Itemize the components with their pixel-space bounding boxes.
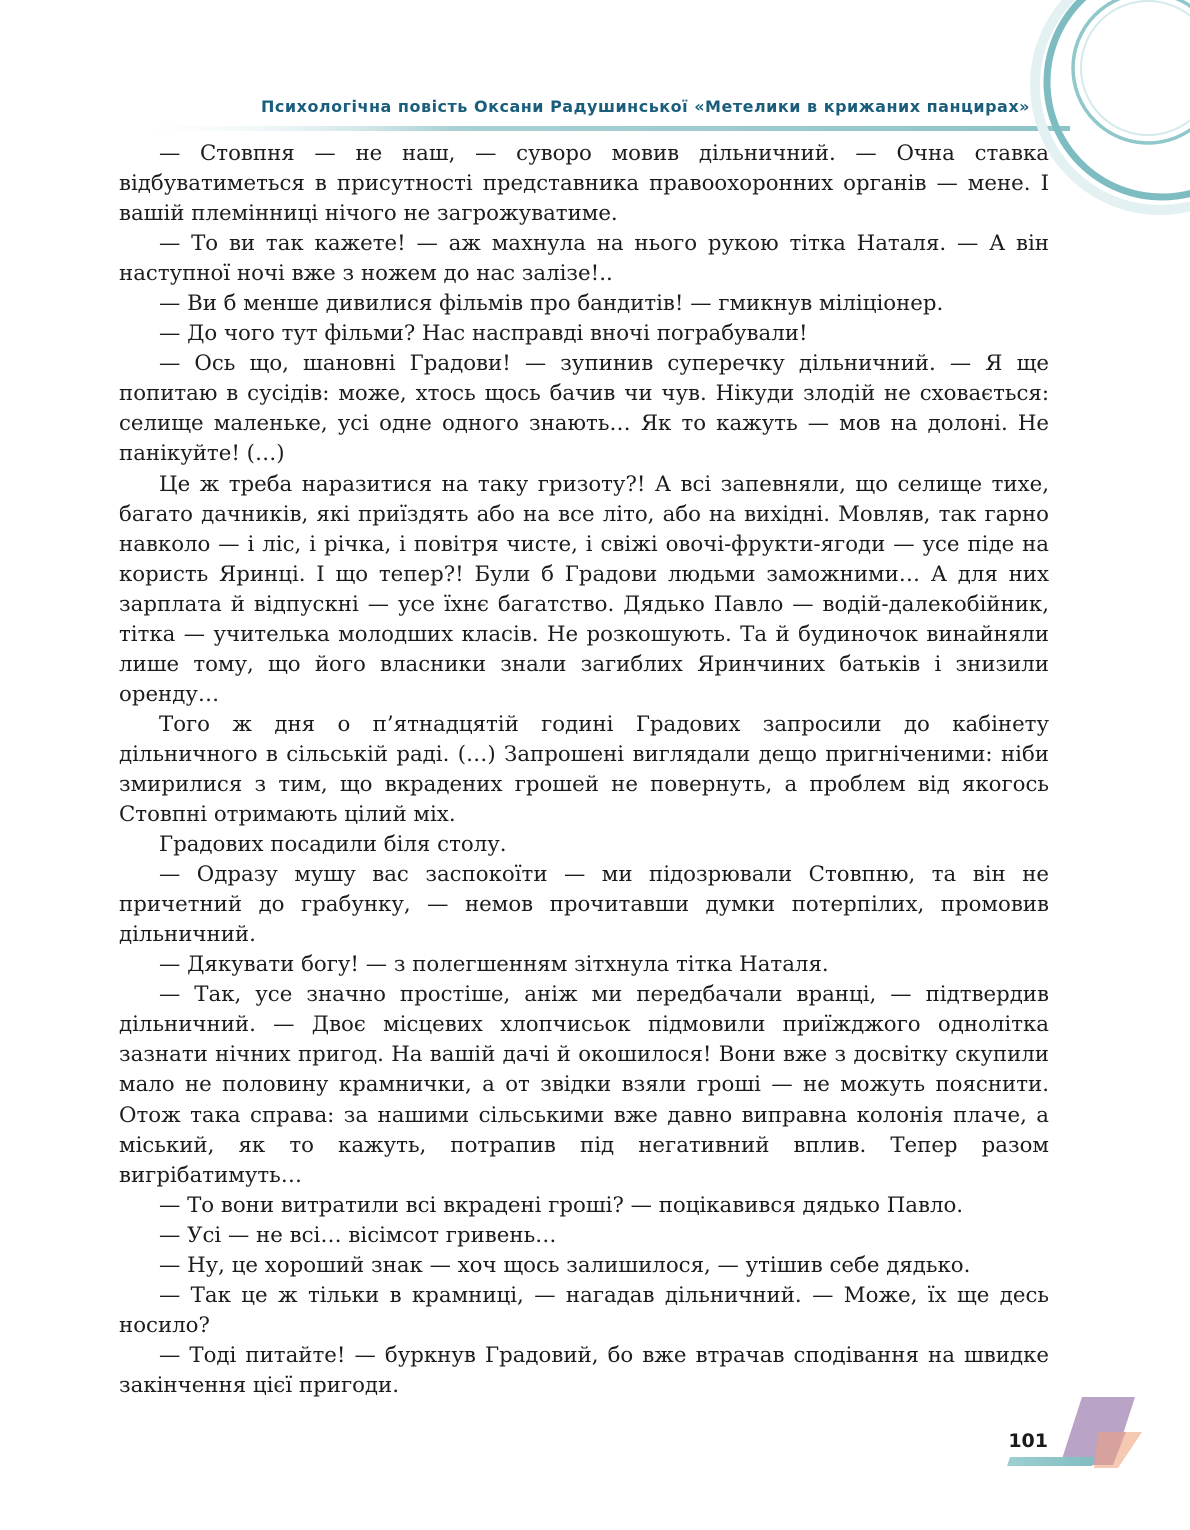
- paragraph: — До чого тут фільми? Нас насправді вночі пограбували!: [159, 321, 808, 347]
- paragraph: — Ось що, шановні Градови! — зупинив суперечку дільничний. — Я ще попитаю в сусідів: може, хтось щось бачив чи чув. Нікуди злодій не сховається: селище маленьке, усі одне одного знають… Як то кажуть — мов на долоні. Не панікуйте! (…): [119, 351, 1049, 467]
- paragraph: Градових посадили біля столу.: [159, 832, 507, 858]
- paragraph: — Ну, це хороший знак — хоч щось залишилося, — утішив себе дядько.: [159, 1252, 971, 1278]
- footer-parallelogram-ornament: [1060, 1397, 1142, 1468]
- paragraph: — Тоді питайте! — буркнув Градовий, бо вже втрачав сподівання на швидке закінчення цієї пригоди.: [119, 1342, 1049, 1398]
- story-body: [119, 139, 1049, 1401]
- paragraph: — Так, усе значно простіше, аніж ми передбачали вранці, — підтвердив дільничний. — Двоє місцевих хлопчисьок підмовили приїжджого однолітка зазнати нічних пригод. На вашій дачі й окошилося! Вони вже з досвітку скупили мало не половину крамнички, а от звідки взяли гроші — не можуть пояснити. Отож така справа: за нашими сільськими вже давно виправна колонія плаче, а міський, як то кажуть, потрапив під негативний вплив. Тепер разом вигрібатимуть…: [119, 982, 1049, 1188]
- paragraph: Це ж треба наразитися на таку гризоту?! А всі запевняли, що селище тихе, багато дачників, які приїздять або на все літо, або на вихідні. Мовляв, так гарно навколо — і ліс, і річка, і повітря чисте, і свіжі овочі-фрукти-ягоди — усе піде на користь Яринці. І що тепер?! Були б Градови людьми заможними… А для них зарплата й відпускні — усе їхнє багатство. Дядько Павло — водій-далекобійник, тітка — учителька молодших класів. Не розкошують. Та й будиночок винайняли лише тому, що його власники знали загиблих Яринчиних батьків і знизили оренду…: [119, 471, 1049, 707]
- header-circle-ornament: [1035, 0, 1190, 210]
- paragraph: — То ви так кажете! — аж махнула на нього рукою тітка Наталя. — А він наступної ночі вже з ножем до нас залізе!..: [119, 231, 1049, 287]
- paragraph: — Усі — не всі… вісімсот гривень…: [159, 1222, 557, 1248]
- paragraph: — Стовпня — не наш, — суворо мовив дільничний. — Очна ставка відбуватиметься в присутності представника правоохоронних органів — мене. І вашій племінниці нічого не загрожуватиме.: [119, 141, 1049, 227]
- paragraph: Того ж дня о п’ятнадцятій годині Градових запросили до кабінету дільничного в сільській раді. (…) Запрошені виглядали дещо пригніченими: ніби змирилися з тим, що вкрадених грошей не повернуть, а проблем від якогось Стовпні отримають цілий міх.: [119, 711, 1049, 828]
- running-header-title: Психологічна повість Оксани Радушинської «Метелики в крижаних панцирах»: [261, 97, 1030, 116]
- paragraph: — Ви б менше дивилися фільмів про бандитів! — гмикнув міліціонер.: [159, 291, 944, 317]
- paragraph: — То вони витратили всі вкрадені гроші? — поцікавився дядько Павло.: [159, 1192, 964, 1218]
- paragraph: — Дякувати богу! — з полегшенням зітхнула тітка Наталя.: [159, 952, 829, 978]
- header-rule: [120, 126, 1070, 131]
- paragraph: — Так це ж тільки в крамниці, — нагадав дільничний. — Може, їх ще десь носило?: [119, 1282, 1049, 1338]
- page-number: 101: [1008, 1430, 1048, 1452]
- paragraph: — Одразу мушу вас заспокоїти — ми підозрювали Стовпню, та він не причетний до грабунку, — немов прочитавши думки потерпілих, промовив дільничний.: [119, 862, 1049, 948]
- footer-rule: [1007, 1457, 1095, 1466]
